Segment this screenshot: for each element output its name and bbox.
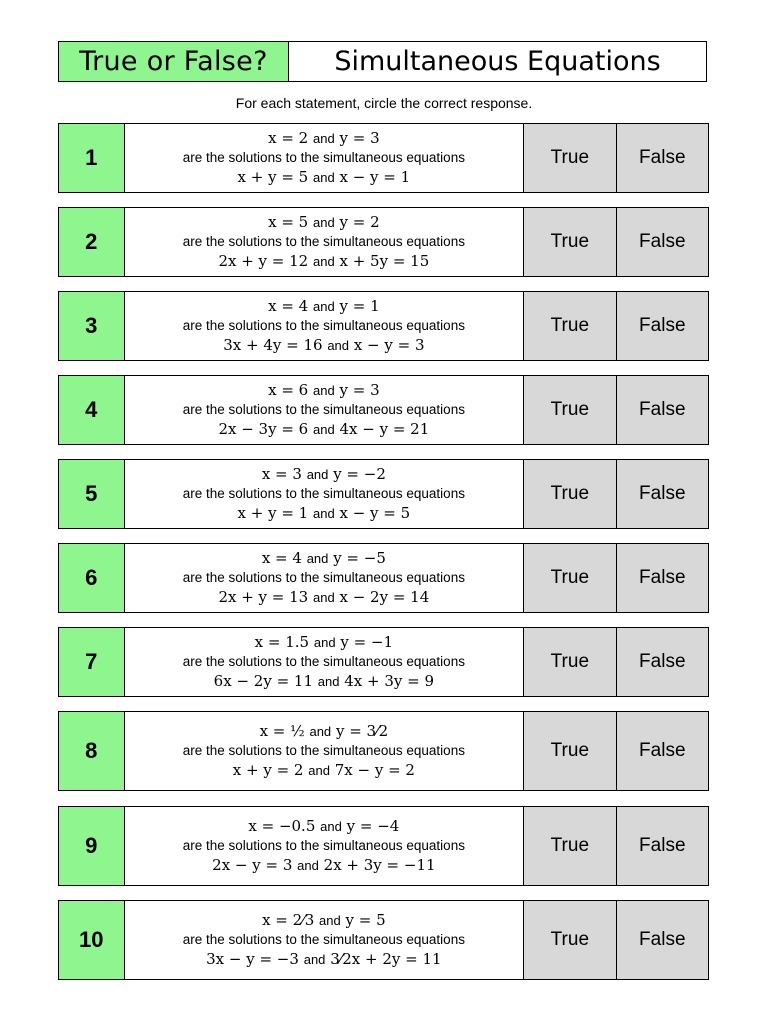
equations-line — [212, 855, 435, 876]
statement-text: are the solutions to the simultaneous equations — [182, 838, 465, 853]
solution-x: x = 6 — [268, 381, 309, 399]
solution-y: y = 1 — [339, 297, 380, 315]
true-option[interactable]: True — [524, 712, 616, 790]
solution-x: x = 2 — [268, 129, 309, 147]
equation-2: x − y = 5 — [339, 504, 411, 522]
equation-1: 2x − y = 3 — [212, 856, 293, 874]
question-statement — [125, 460, 525, 528]
and-word: and — [297, 858, 319, 873]
equation-1: x + y = 2 — [232, 761, 304, 779]
statement-text: are the solutions to the simultaneous equations — [182, 318, 465, 333]
question-statement — [125, 712, 525, 790]
true-option[interactable]: True — [524, 460, 616, 528]
equations-line — [218, 251, 429, 272]
statement-text: are the solutions to the simultaneous equations — [182, 570, 465, 585]
true-option[interactable]: True — [524, 807, 616, 885]
statement-text: are the solutions to the simultaneous equations — [182, 743, 465, 758]
worksheet-header — [58, 41, 707, 82]
and-word: and — [313, 506, 335, 521]
question-row — [58, 627, 709, 697]
equation-2: 4x + 3y = 9 — [344, 672, 435, 690]
true-option[interactable]: True — [524, 124, 616, 192]
and-word: and — [327, 338, 350, 353]
and-word: and — [313, 131, 335, 146]
solution-y: y = 3⁄2 — [335, 722, 389, 740]
and-word: and — [313, 215, 335, 230]
solution-line — [262, 548, 386, 569]
solution-x: x = 2⁄3 — [262, 911, 315, 929]
question-statement — [125, 124, 525, 192]
question-number: 2 — [59, 208, 125, 276]
solution-line — [268, 296, 380, 317]
header-tag: True or False? — [59, 42, 289, 81]
solution-y: y = −4 — [346, 817, 400, 835]
question-number: 10 — [59, 901, 125, 979]
equation-1: 3x + 4y = 16 — [223, 336, 323, 354]
equation-1: x + y = 1 — [237, 504, 309, 522]
question-number: 1 — [59, 124, 125, 192]
solution-line — [268, 380, 380, 401]
question-statement — [125, 901, 525, 979]
solution-y: y = −5 — [333, 549, 386, 567]
question-number: 6 — [59, 544, 125, 612]
equation-1: 2x + y = 12 — [218, 252, 309, 270]
statement-text: are the solutions to the simultaneous equations — [182, 932, 465, 947]
equations-line — [218, 587, 429, 608]
question-row — [58, 291, 709, 361]
equation-2: x + 5y = 15 — [339, 252, 430, 270]
equation-2: x − y = 1 — [339, 168, 411, 186]
equations-line — [206, 949, 441, 970]
equation-2: 7x − y = 2 — [334, 761, 415, 779]
solution-y: y = 2 — [339, 213, 380, 231]
false-option[interactable]: False — [617, 628, 708, 696]
question-number: 4 — [59, 376, 125, 444]
statement-text: are the solutions to the simultaneous equations — [182, 150, 465, 165]
question-statement — [125, 807, 525, 885]
and-word: and — [313, 590, 335, 605]
solution-x: x = 1.5 — [254, 633, 310, 651]
equation-2: x − y = 3 — [353, 336, 425, 354]
question-row — [58, 543, 709, 613]
and-word: and — [309, 724, 332, 739]
question-row — [58, 711, 709, 791]
solution-line — [268, 128, 380, 149]
true-option[interactable]: True — [524, 901, 616, 979]
equation-2: 4x − y = 21 — [339, 420, 430, 438]
and-word: and — [308, 763, 330, 778]
solution-y: y = 3 — [339, 381, 380, 399]
equations-line — [214, 671, 434, 692]
and-word: and — [317, 674, 340, 689]
equations-line — [238, 167, 411, 188]
false-option[interactable]: False — [617, 901, 708, 979]
false-option[interactable]: False — [617, 292, 708, 360]
solution-y: y = 5 — [345, 911, 386, 929]
statement-text: are the solutions to the simultaneous equations — [182, 486, 465, 501]
equation-2: 2x + 3y = −11 — [323, 856, 436, 874]
and-word: and — [306, 467, 329, 482]
equation-1: 2x + y = 13 — [218, 588, 309, 606]
solution-x: x = −0.5 — [248, 817, 316, 835]
false-option[interactable]: False — [617, 460, 708, 528]
false-option[interactable]: False — [617, 712, 708, 790]
and-word: and — [320, 819, 342, 834]
question-statement — [125, 376, 525, 444]
question-number: 7 — [59, 628, 125, 696]
equation-1: 6x − 2y = 11 — [213, 672, 313, 690]
solution-x: x = ½ — [259, 722, 305, 740]
and-word: and — [313, 383, 335, 398]
false-option[interactable]: False — [617, 544, 708, 612]
question-row — [58, 900, 709, 980]
solution-y: y = −2 — [333, 465, 386, 483]
question-row — [58, 123, 709, 193]
solution-x: x = 4 — [261, 549, 302, 567]
question-statement — [125, 628, 525, 696]
solution-line — [262, 910, 386, 931]
statement-text: are the solutions to the simultaneous equations — [182, 234, 465, 249]
solution-y: y = 3 — [339, 129, 380, 147]
solution-x: x = 5 — [268, 213, 309, 231]
and-word: and — [319, 913, 341, 928]
true-option[interactable]: True — [524, 292, 616, 360]
solution-x: x = 3 — [261, 465, 302, 483]
and-word: and — [313, 299, 335, 314]
question-statement — [125, 208, 525, 276]
solution-line — [260, 721, 389, 742]
question-statement — [125, 544, 525, 612]
true-option[interactable]: True — [524, 376, 616, 444]
and-word: and — [313, 170, 335, 185]
equation-2: 3⁄2x + 2y = 11 — [330, 950, 442, 968]
page-title: Simultaneous Equations — [334, 46, 661, 77]
solution-x: x = 4 — [268, 297, 309, 315]
equations-line — [218, 419, 429, 440]
true-option[interactable]: True — [524, 544, 616, 612]
and-word: and — [313, 254, 335, 269]
false-option[interactable]: False — [617, 208, 708, 276]
and-word: and — [303, 952, 326, 967]
question-row — [58, 207, 709, 277]
equations-line — [238, 503, 411, 524]
statement-text: are the solutions to the simultaneous equations — [182, 402, 465, 417]
and-word: and — [313, 422, 335, 437]
false-option[interactable]: False — [617, 807, 708, 885]
statement-text: are the solutions to the simultaneous equations — [182, 654, 465, 669]
true-option[interactable]: True — [524, 628, 616, 696]
question-statement — [125, 292, 525, 360]
equation-2: x − 2y = 14 — [339, 588, 430, 606]
solution-y: y = −1 — [340, 633, 394, 651]
equation-1: 2x − 3y = 6 — [218, 420, 309, 438]
question-number: 9 — [59, 807, 125, 885]
question-number: 8 — [59, 712, 125, 790]
false-option[interactable]: False — [617, 124, 708, 192]
true-option[interactable]: True — [524, 208, 616, 276]
question-number: 3 — [59, 292, 125, 360]
and-word: and — [306, 551, 329, 566]
and-word: and — [313, 635, 336, 650]
solution-line — [268, 212, 380, 233]
question-row — [58, 375, 709, 445]
question-row — [58, 459, 709, 529]
equations-line — [233, 760, 415, 781]
equation-1: 3x − y = −3 — [206, 950, 299, 968]
instruction-text: For each statement, circle the correct response. — [235, 95, 533, 111]
question-row — [58, 806, 709, 886]
solution-line — [262, 464, 386, 485]
false-option[interactable]: False — [617, 376, 708, 444]
question-number: 5 — [59, 460, 125, 528]
equations-line — [223, 335, 424, 356]
equation-1: x + y = 5 — [237, 168, 309, 186]
solution-line — [248, 816, 399, 837]
solution-line — [255, 632, 393, 653]
